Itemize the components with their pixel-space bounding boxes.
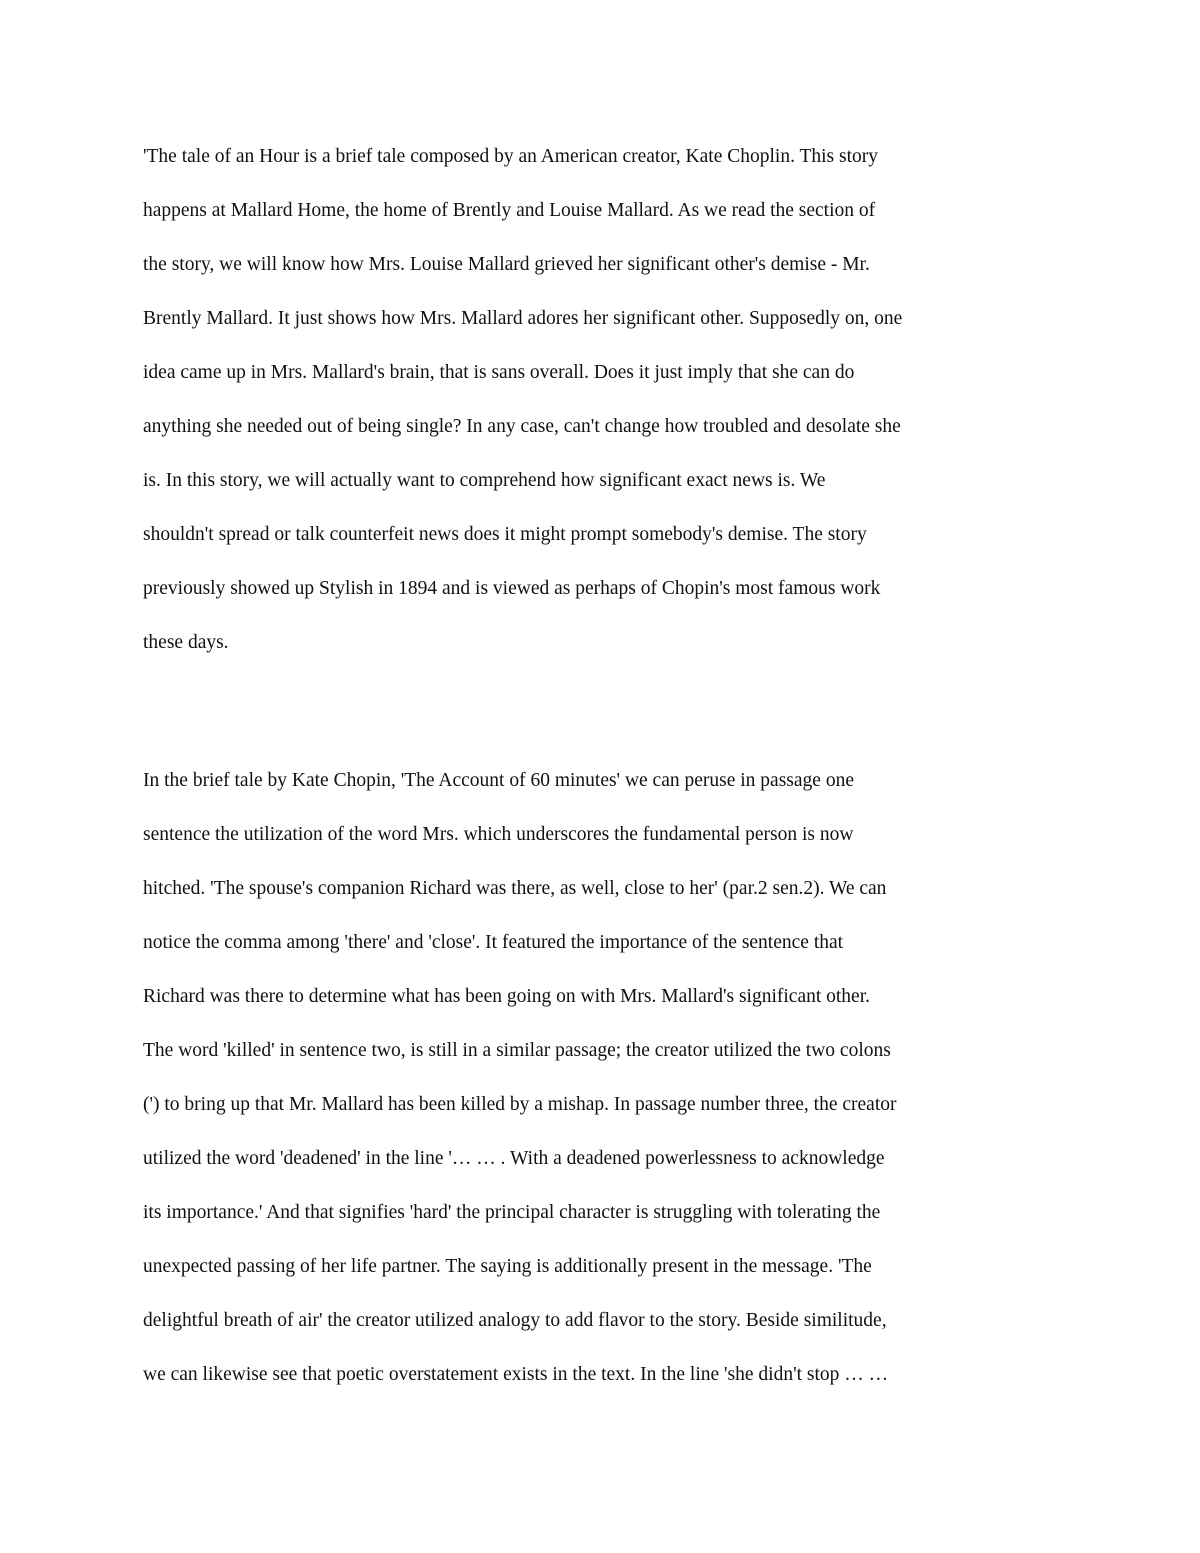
text-line: sentence the utilization of the word Mrs. which underscores the fundamental person is now xyxy=(143,824,854,845)
text-line: happens at Mallard Home, the home of Brently and Louise Mallard. As we read the section of xyxy=(143,200,876,221)
text-line: previously showed up Stylish in 1894 and is viewed as perhaps of Chopin's most famous work xyxy=(143,578,881,599)
text-line: its importance.' And that signifies 'hard' the principal character is struggling with tolerating the xyxy=(143,1202,881,1223)
text-line: The word 'killed' in sentence two, is still in a similar passage; the creator utilized the two colons xyxy=(143,1040,891,1061)
text-line: 'The tale of an Hour is a brief tale composed by an American creator, Kate Choplin. This story xyxy=(143,146,879,167)
text-line: (') to bring up that Mr. Mallard has been killed by a mishap. In passage number three, the creator xyxy=(143,1094,897,1115)
text-line: shouldn't spread or talk counterfeit news does it might prompt somebody's demise. The story xyxy=(143,524,867,545)
text-line: In the brief tale by Kate Chopin, 'The Account of 60 minutes' we can peruse in passage one xyxy=(143,770,854,791)
text-line: unexpected passing of her life partner. The saying is additionally present in the message. 'The xyxy=(143,1256,872,1277)
text-line: delightful breath of air' the creator utilized analogy to add flavor to the story. Beside similitude, xyxy=(143,1310,887,1331)
text-line: anything she needed out of being single? In any case, can't change how troubled and desolate she xyxy=(143,416,901,437)
text-line: notice the comma among 'there' and 'close'. It featured the importance of the sentence that xyxy=(143,932,844,953)
text-line: we can likewise see that poetic overstatement exists in the text. In the line 'she didn't stop … … xyxy=(143,1364,889,1385)
text-line: Brently Mallard. It just shows how Mrs. Mallard adores her significant other. Supposedly on, one xyxy=(143,308,903,329)
text-line: the story, we will know how Mrs. Louise Mallard grieved her significant other's demise - Mr. xyxy=(143,254,870,275)
text-line: is. In this story, we will actually want to comprehend how significant exact news is. We xyxy=(143,470,826,491)
text-line: idea came up in Mrs. Mallard's brain, that is sans overall. Does it just imply that she can do xyxy=(143,362,855,383)
text-line: these days. xyxy=(143,632,229,653)
text-line: hitched. 'The spouse's companion Richard was there, as well, close to her' (par.2 sen.2). We can xyxy=(143,878,887,899)
text-line: utilized the word 'deadened' in the line '… … . With a deadened powerlessness to acknowledge xyxy=(143,1148,885,1169)
text-line: Richard was there to determine what has been going on with Mrs. Mallard's significant other. xyxy=(143,986,871,1007)
